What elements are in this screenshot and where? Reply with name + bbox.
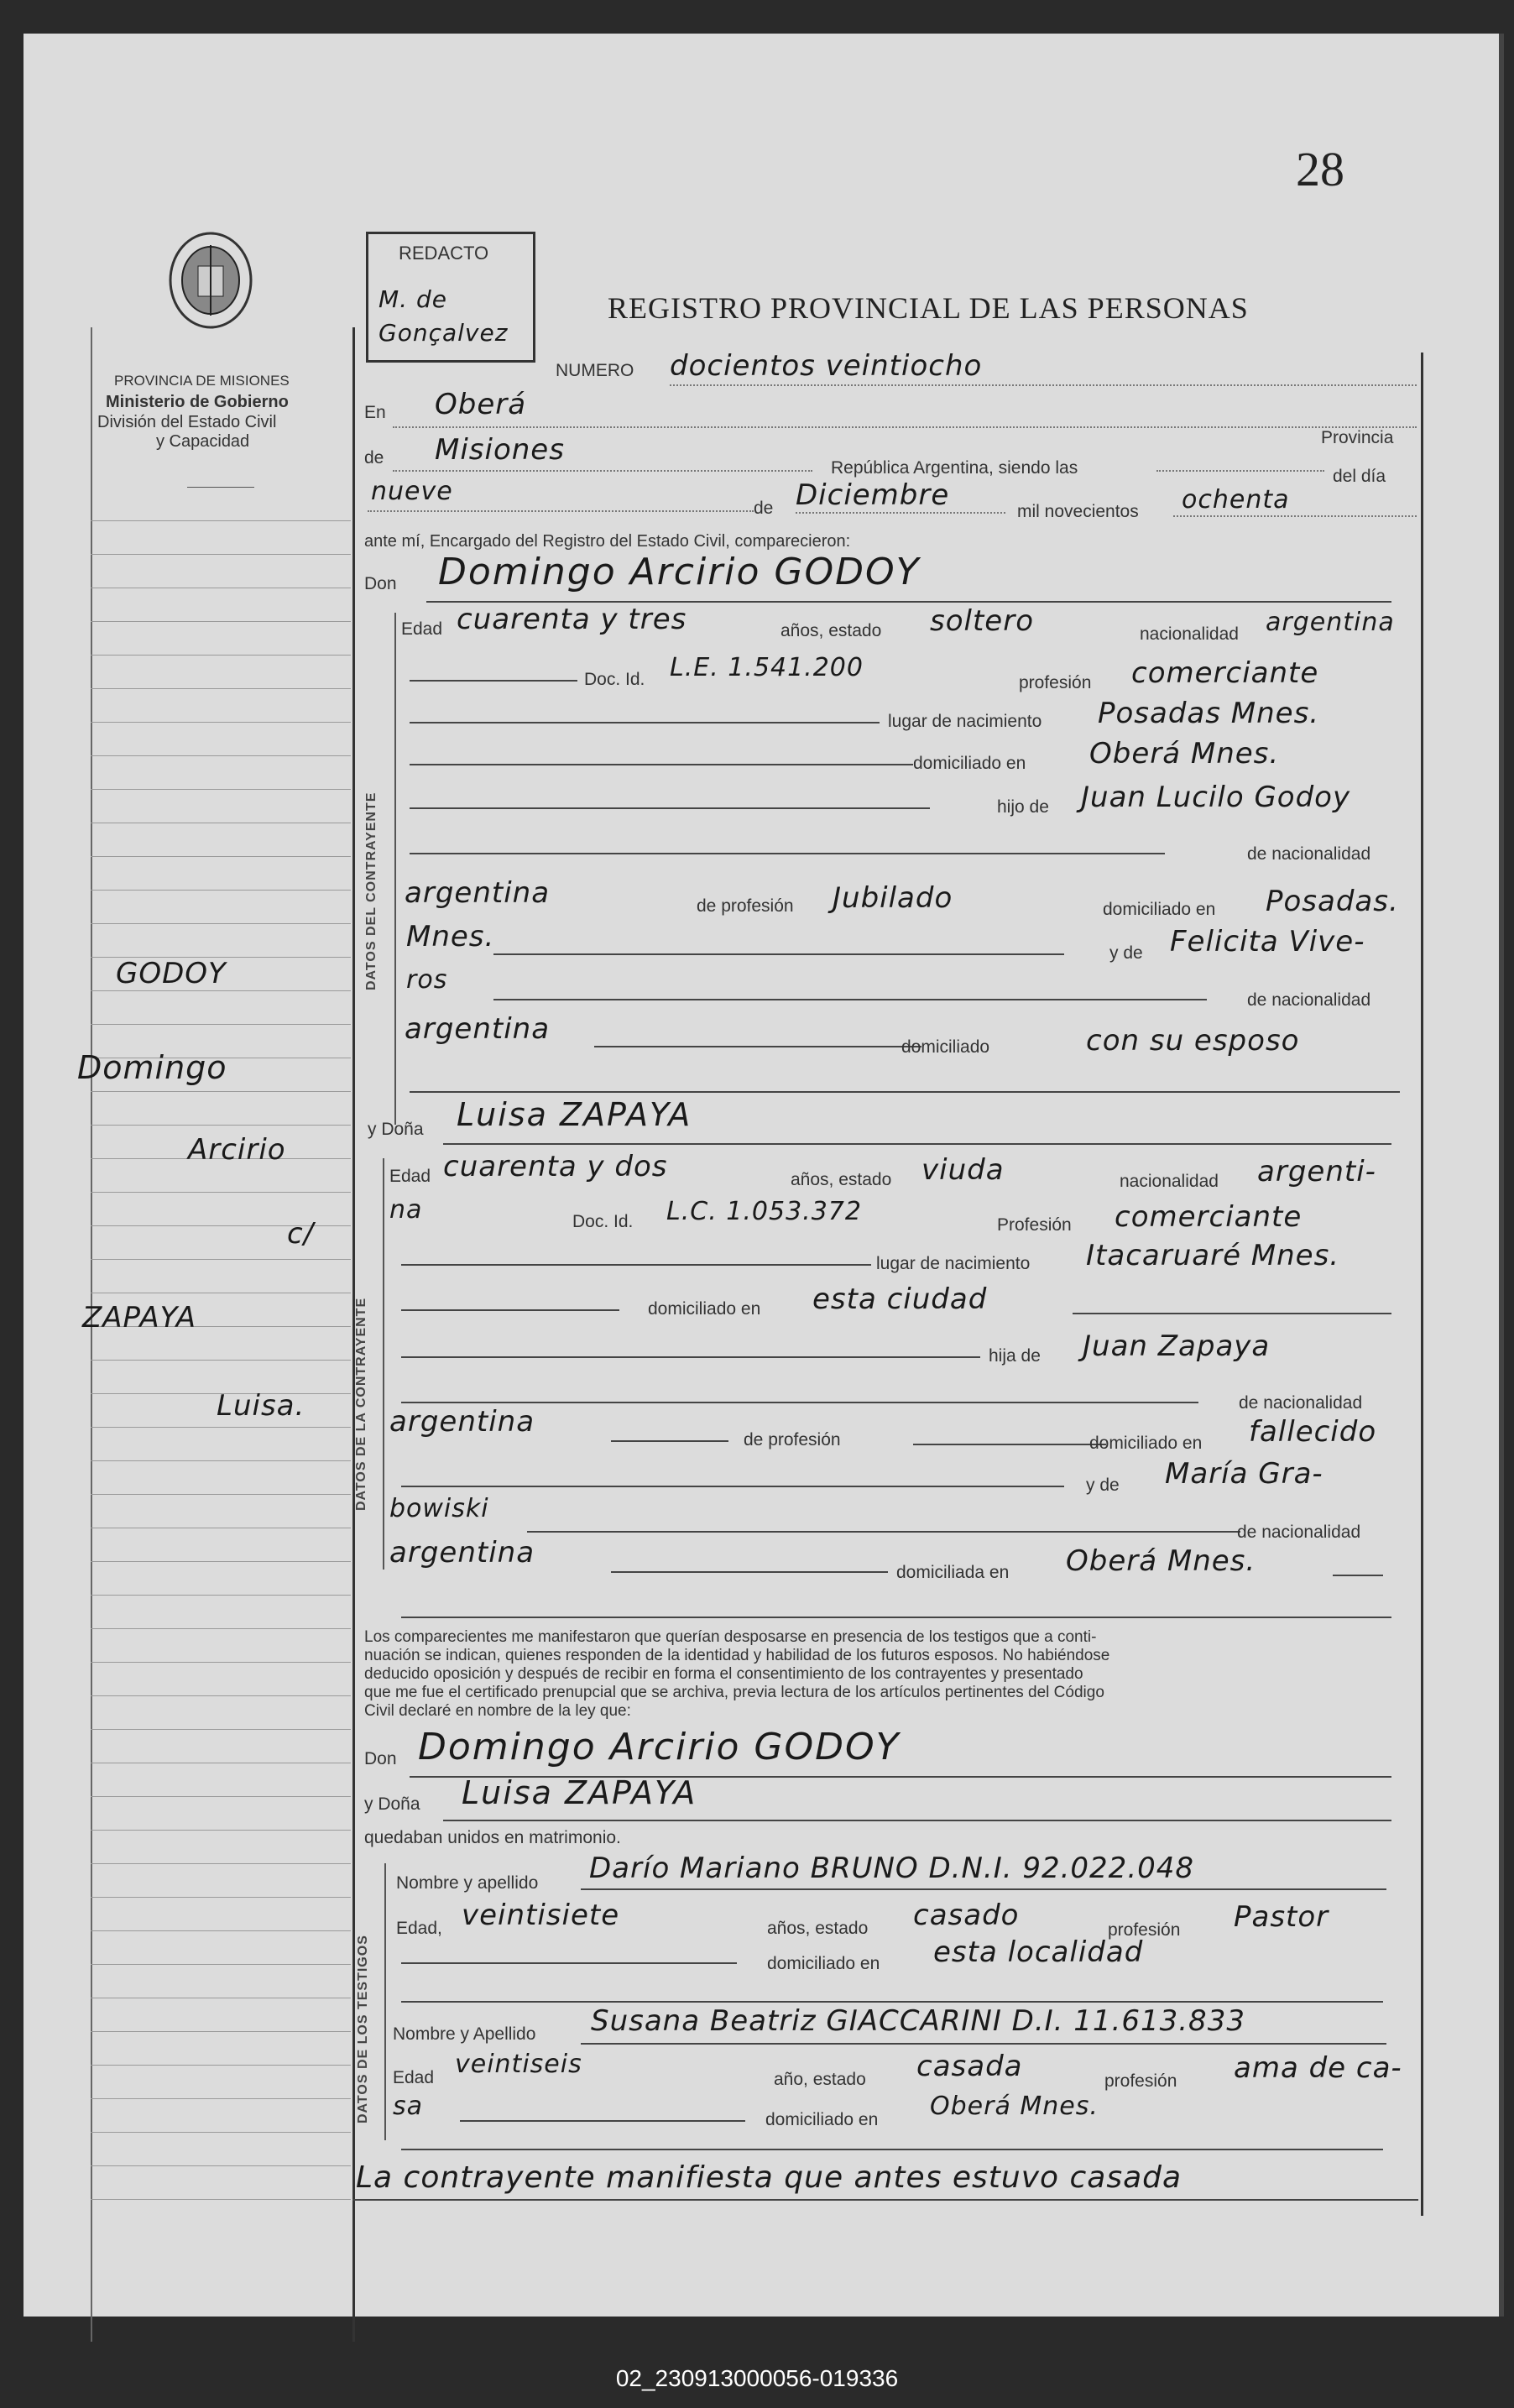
bride-mother-nationality: argentina <box>389 1536 535 1570</box>
coat-of-arms-seal <box>164 228 257 333</box>
groom-domiciliado-label: domiciliado en <box>913 754 1026 773</box>
witness1-profession: Pastor <box>1234 1900 1329 1934</box>
groom-father-nationality: argentina <box>405 876 551 910</box>
witness2-age: veintiseis <box>455 2050 582 2079</box>
groom-profesion-label: profesión <box>1019 673 1092 692</box>
datos-testigos-label: DATOS DE LOS TESTIGOS <box>356 1935 370 2123</box>
witness2-profesion-label: profesión <box>1104 2071 1177 2091</box>
declaration-line-4: que me fue el certificado prenupcial que se archiva, previa lectura de los artículos pertinentes del Código <box>364 1684 1104 1701</box>
groom-mother: Felicita Vive- <box>1170 925 1365 958</box>
bride-birthplace: Itacaruaré Mnes. <box>1086 1239 1340 1272</box>
margin-second-name: Arcirio <box>188 1133 286 1167</box>
act-day: nueve <box>371 477 453 506</box>
union-don-label: Don <box>364 1749 397 1768</box>
del-dia-label: del día <box>1333 467 1386 486</box>
witness2-residence: Oberá Mnes. <box>930 2092 1099 2121</box>
declaration-line-3: deducido oposición y después de recibir en forma el consentimiento de los contrayentes y presentado <box>364 1665 1083 1683</box>
quedaban-text: quedaban unidos en matrimonio. <box>364 1828 621 1847</box>
bride-father: Juan Zapaya <box>1083 1329 1271 1363</box>
witness2-profession-2: sa <box>393 2092 424 2121</box>
groom-father: Juan Lucilo Godoy <box>1081 781 1351 814</box>
margin-first-name: Domingo <box>77 1049 227 1086</box>
act-city: Oberá <box>435 388 527 421</box>
witness1-name-label: Nombre y apellido <box>396 1873 539 1893</box>
bride-father-nationality: argentina <box>389 1405 535 1439</box>
datos-la-contrayente-label: DATOS DE LA CONTRAYENTE <box>354 1297 368 1511</box>
margin-with: c/ <box>287 1217 315 1251</box>
groom-age: cuarenta y tres <box>457 603 687 636</box>
register-title: REGISTRO PROVINCIAL DE LAS PERSONAS <box>608 291 1249 325</box>
groom-profession: comerciante <box>1131 656 1319 690</box>
bride-father-nac-label: de nacionalidad <box>1239 1393 1363 1413</box>
union-bride-name: Luisa ZAPAYA <box>462 1774 697 1811</box>
groom-nacionalidad-label: nacionalidad <box>1140 624 1239 644</box>
bride-father-residence: fallecido <box>1249 1415 1377 1449</box>
groom-residence: Oberá Mnes. <box>1089 737 1280 770</box>
groom-father-dom-label: domiciliado en <box>1103 900 1216 919</box>
bride-mother-2: bowiski <box>389 1494 489 1523</box>
bride-nationality-2: na <box>389 1195 423 1225</box>
act-province: Misiones <box>435 433 565 467</box>
margin-bride-name: Luisa. <box>217 1389 305 1423</box>
bride-edad-label: Edad <box>389 1167 431 1186</box>
margin-surname: GODOY <box>116 957 227 990</box>
groom-doc: L.E. 1.541.200 <box>670 653 864 682</box>
bride-profession: comerciante <box>1115 1200 1303 1234</box>
mil-label: mil novecientos <box>1017 502 1139 521</box>
bride-doc-label: Doc. Id. <box>572 1212 634 1231</box>
republica-label: República Argentina, siendo las <box>831 458 1078 478</box>
bride-domiciliado-label: domiciliado en <box>648 1299 761 1319</box>
bride-profesion-label: Profesión <box>997 1215 1072 1235</box>
groom-mother-nac-label: de nacionalidad <box>1247 990 1371 1010</box>
declaration-line-2: nuación se indican, quienes responden de la identidad y habilidad de los futuros esposos. No habiéndose <box>364 1647 1110 1664</box>
bride-anos-label: años, estado <box>791 1170 892 1189</box>
groom-father-profession: Jubilado <box>833 881 953 915</box>
redacto-label: REDACTO <box>399 243 489 264</box>
witness1-name: Darío Mariano BRUNO D.N.I. 92.022.048 <box>589 1852 1195 1885</box>
closing-note: La contrayente manifiesta que antes estuvo casada <box>356 2160 1182 2195</box>
de-label: de <box>364 448 384 467</box>
groom-lugar-label: lugar de nacimiento <box>888 712 1042 731</box>
redacto-name: M. de Gonçalvez <box>378 285 509 347</box>
groom-father-prof-label: de profesión <box>697 896 794 916</box>
declaration-line-1: Los comparecientes me manifestaron que querían desposarse en presencia de los testigos que a conti- <box>364 1628 1097 1646</box>
groom-father-residence: Posadas. <box>1266 885 1399 918</box>
margin-bride-surname: ZAPAYA <box>82 1301 197 1335</box>
act-month: Diciembre <box>796 478 950 512</box>
groom-y-de-label: y de <box>1109 943 1143 963</box>
bride-hija-label: hija de <box>989 1346 1041 1366</box>
groom-mother-residence: con su esposo <box>1086 1024 1300 1058</box>
bride-residence: esta ciudad <box>812 1282 988 1316</box>
groom-mother-nationality: argentina <box>405 1012 551 1046</box>
province-name: PROVINCIA DE MISIONES <box>114 373 290 389</box>
witness2-edad-label: Edad <box>393 2068 435 2087</box>
numero-label: NUMERO <box>556 361 634 380</box>
provincia-label: Provincia <box>1321 428 1394 447</box>
witness2-name-label: Nombre y Apellido <box>393 2024 536 2044</box>
groom-doc-label: Doc. Id. <box>584 670 645 689</box>
bride-status: viuda <box>921 1153 1005 1187</box>
register-page <box>23 34 1504 2317</box>
bride-y-de-label: y de <box>1086 1476 1120 1495</box>
ministry-name: Ministerio de Gobierno <box>106 393 289 411</box>
groom-father-nac-label: de nacionalidad <box>1247 844 1371 864</box>
bride-mother-dom-label: domiciliada en <box>896 1563 1010 1582</box>
y-dona-label: y Doña <box>368 1120 424 1139</box>
groom-edad-label: Edad <box>401 619 443 639</box>
bride-mother-nac-label: de nacionalidad <box>1237 1523 1361 1542</box>
declaration-line-5: Civil declaré en nombre de la ley que: <box>364 1702 631 1720</box>
witness2-dom-label: domiciliado en <box>765 2110 879 2129</box>
bride-father-prof-label: de profesión <box>744 1430 841 1450</box>
witness1-residence: esta localidad <box>933 1935 1144 1969</box>
bride-nationality: argenti- <box>1257 1155 1376 1188</box>
groom-status: soltero <box>930 604 1034 638</box>
groom-mother-2: ros <box>406 965 448 995</box>
witness1-estado-label: años, estado <box>767 1919 869 1938</box>
en-label: En <box>364 403 386 422</box>
division-name: División del Estado Civil <box>97 413 277 431</box>
ante-mi-text: ante mí, Encargado del Registro del Estado Civil, comparecieron: <box>364 532 851 551</box>
bride-father-dom-label: domiciliado en <box>1089 1434 1203 1453</box>
witness2-status: casada <box>916 2050 1023 2083</box>
bride-mother-residence: Oberá Mnes. <box>1066 1544 1256 1578</box>
datos-contrayente-label: DATOS DEL CONTRAYENTE <box>364 791 378 990</box>
don-label: Don <box>364 574 397 593</box>
bride-doc: L.C. 1.053.372 <box>666 1197 862 1226</box>
footer-code: 02_230913000056-019336 <box>615 2365 899 2391</box>
act-year: ochenta <box>1182 485 1290 515</box>
bride-age: cuarenta y dos <box>443 1150 668 1183</box>
redacto-box <box>366 232 535 363</box>
groom-hijo-label: hijo de <box>997 797 1049 817</box>
groom-name: Domingo Arcirio GODOY <box>438 551 921 593</box>
bride-name: Luisa ZAPAYA <box>457 1096 692 1133</box>
witness1-profesion-label: profesión <box>1108 1920 1181 1940</box>
witness2-estado-label: año, estado <box>774 2070 866 2089</box>
groom-nationality: argentina <box>1266 608 1395 637</box>
division-name-2: y Capacidad <box>156 432 250 451</box>
groom-father-residence-2: Mnes. <box>406 920 495 953</box>
groom-birthplace: Posadas Mnes. <box>1098 697 1320 730</box>
witness1-status: casado <box>913 1899 1020 1932</box>
witness1-edad-label: Edad, <box>396 1919 442 1938</box>
witness1-dom-label: domiciliado en <box>767 1954 880 1973</box>
groom-mother-dom-label: domiciliado <box>901 1037 990 1057</box>
groom-anos-label: años, estado <box>780 621 882 640</box>
bride-nacionalidad-label: nacionalidad <box>1120 1172 1219 1191</box>
page-number: 28 <box>1296 142 1344 196</box>
witness2-profession: ama de ca- <box>1234 2051 1402 2085</box>
union-dona-label: y Doña <box>364 1794 420 1814</box>
de-month-label: de <box>754 499 774 518</box>
witness1-age: veintisiete <box>462 1899 620 1932</box>
witness2-name: Susana Beatriz GIACCARINI D.I. 11.613.833 <box>591 2004 1245 2038</box>
union-groom-name: Domingo Arcirio GODOY <box>418 1726 901 1768</box>
bride-lugar-label: lugar de nacimiento <box>876 1254 1031 1273</box>
bride-mother: María Gra- <box>1165 1457 1323 1491</box>
act-number: docientos veintiocho <box>670 349 983 383</box>
